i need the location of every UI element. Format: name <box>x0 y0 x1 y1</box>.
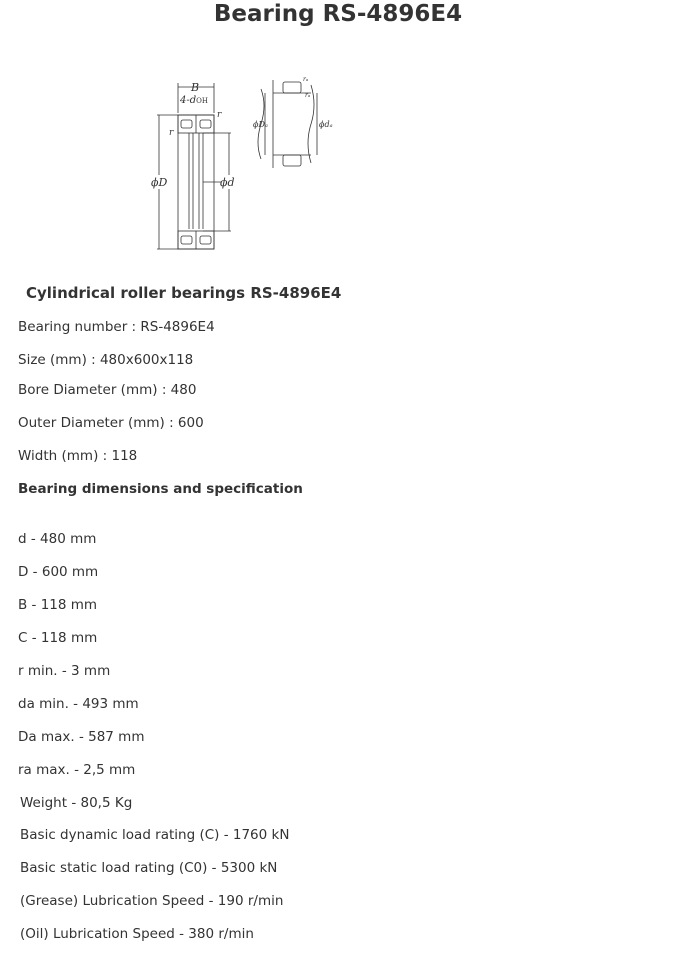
spec-weight: Weight - 80,5 Kg <box>20 795 133 811</box>
svg-text:ra <box>303 76 309 83</box>
spec-dynamic-load: Basic dynamic load rating (C) - 1760 kN <box>20 827 290 843</box>
spec-d: d - 480 mm <box>18 531 97 547</box>
label-da: ϕd <box>319 120 330 129</box>
spec-da-min: da min. - 493 mm <box>18 696 139 712</box>
roller-bottom-left <box>181 236 192 244</box>
roller-bottom-right <box>200 236 211 244</box>
spec-width: Width (mm) : 118 <box>18 448 138 464</box>
spec-Da-max: Da max. - 587 mm <box>18 729 145 745</box>
spec-bearing-number: Bearing number : RS-4896E4 <box>18 319 215 335</box>
spec-r-min: r min. - 3 mm <box>18 663 111 679</box>
spec-outer-diameter: Outer Diameter (mm) : 600 <box>18 415 204 431</box>
mount-bottom-roller <box>283 155 301 166</box>
label-ra-inner-sub: a <box>307 93 311 98</box>
spec-C: C - 118 mm <box>18 630 98 646</box>
label-Da: ϕD <box>253 120 265 129</box>
spec-static-load: Basic static load rating (C0) - 5300 kN <box>20 860 278 876</box>
spec-grease-speed: (Grease) Lubrication Speed - 190 r/min <box>20 893 284 909</box>
svg-text:ϕDa <box>253 120 268 129</box>
label-r-right: r <box>217 110 222 120</box>
mount-top-roller <box>283 82 301 93</box>
spec-ra-max: ra max. - 2,5 mm <box>18 762 136 778</box>
label-d: ϕd <box>220 176 235 189</box>
label-ra-inner: r <box>305 92 308 99</box>
bearing-drawing <box>145 75 345 255</box>
label-B: B <box>191 81 200 94</box>
label-Da-sub: a <box>264 123 268 129</box>
roller-top-left <box>181 120 192 128</box>
label-ra-top: r <box>303 76 306 83</box>
label-oil-hole: 4-d <box>180 95 197 106</box>
spec-bore-diameter: Bore Diameter (mm) : 480 <box>18 382 197 398</box>
spec-heading: Bearing dimensions and specification <box>18 481 303 497</box>
spec-oil-speed: (Oil) Lubrication Speed - 380 r/min <box>20 926 254 942</box>
spec-size: Size (mm) : 480x600x118 <box>18 352 194 368</box>
roller-top-right <box>200 120 211 128</box>
svg-text:ϕda <box>319 120 333 129</box>
label-ra-top-sub: a <box>305 77 309 82</box>
page-title: Bearing RS-4896E4 <box>213 1 463 27</box>
label-r-left: r <box>169 128 174 138</box>
label-da-sub: a <box>329 123 333 129</box>
svg-text:ra <box>305 92 311 99</box>
label-oil-hole-sub: OH <box>196 97 208 105</box>
spec-B: B - 118 mm <box>18 597 98 613</box>
label-D: ϕD <box>151 176 168 189</box>
spec-D: D - 600 mm <box>18 564 99 580</box>
section-subtitle: Cylindrical roller bearings RS-4896E4 <box>26 284 342 302</box>
svg-text:4-dOH <box>179 95 208 106</box>
